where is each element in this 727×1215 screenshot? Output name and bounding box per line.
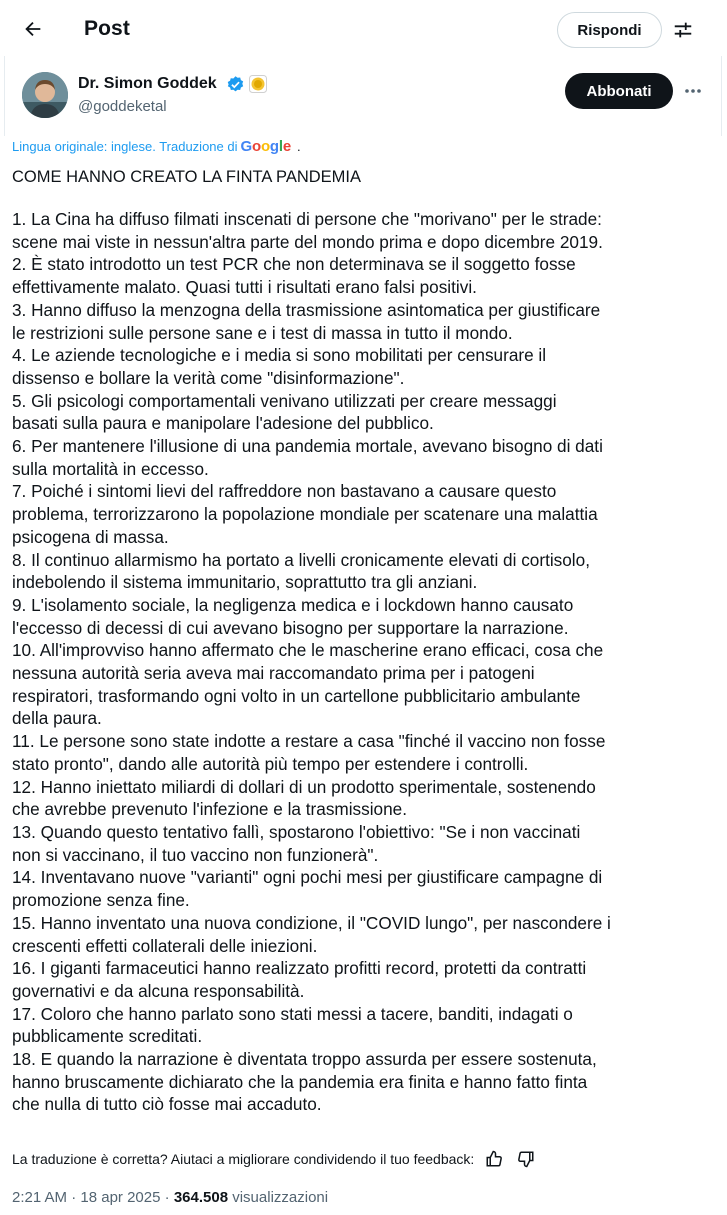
post-line: indebolendo il sistema immunitario, soprattutto tra gli anziani.	[12, 572, 478, 593]
post-line: 12. Hanno iniettato miliardi di dollari di un prodotto sperimentale, sostenendo	[12, 776, 596, 797]
post-line: 3. Hanno diffuso la menzogna della trasmissione asintomatica per giustificare	[12, 299, 601, 320]
post-line: 4. Le aziende tecnologiche e i media si sono mobilitati per censurare il	[12, 345, 547, 366]
translation-feedback	[12, 1149, 536, 1169]
post-line: 13. Quando questo tentativo fallì, spostarono l'obiettivo: "Se i non vaccinati	[12, 821, 581, 842]
settings-button[interactable]	[670, 17, 696, 43]
post-line: hanno bruscamente dichiarato che la pandemia era finita e hanno fatto finta	[12, 1071, 588, 1092]
post-line: stato pronto", dando alle autorità più tempo per estendere i controlli.	[12, 753, 529, 774]
post-line: della paura.	[12, 708, 102, 729]
post-line: che nulla di tutto ciò fosse mai accaduto.	[12, 1094, 322, 1115]
views-count: 364.508	[173, 1189, 229, 1206]
post-date[interactable]: 18 apr 2025	[80, 1189, 161, 1206]
thumbs-down-icon	[517, 1150, 535, 1168]
author-name[interactable]: Dr. Simon Goddek	[78, 75, 217, 92]
author-handle[interactable]: @goddeketal	[78, 98, 167, 115]
post-line: governativi e da alcuna responsabilità.	[12, 980, 305, 1001]
post-heading: COME HANNO CREATO LA FINTA PANDEMIA	[12, 168, 361, 186]
post-line: 1. La Cina ha diffuso filmati inscenati di persone che "morivano" per le strade:	[12, 209, 602, 229]
post-time[interactable]: 2:21 AM	[12, 1189, 68, 1206]
post-line: 5. Gli psicologi comportamentali venivano utilizzati per creare messaggi	[12, 390, 557, 411]
post-line: nessuna autorità seria aveva mai raccomandato prima per i patogeni	[12, 663, 535, 684]
thumbs-up-icon	[485, 1150, 503, 1168]
post-line: sulla mortalità in eccesso.	[12, 458, 209, 479]
more-options-button[interactable]	[682, 80, 704, 102]
thumbs-down-button[interactable]	[516, 1149, 536, 1169]
post-line: 11. Le persone sono state indotte a restare a casa "finché il vaccino non fosse	[12, 731, 606, 752]
post-line: non si vaccinano, il tuo vaccino non funzionerà".	[12, 844, 379, 865]
arrow-left-icon	[22, 18, 44, 40]
post-line: respiratori, trasformando ogni volto in un cartellone pubblicitario ambulante	[12, 685, 581, 706]
thumbs-up-button[interactable]	[484, 1149, 504, 1169]
card-right-edge	[721, 56, 722, 136]
sliders-icon	[672, 19, 694, 41]
translation-note-trailing: .	[297, 139, 301, 154]
post-line: psicogena di massa.	[12, 526, 169, 547]
post-line: effettivamente malato. Quasi tutti i risultati erano falsi positivi.	[12, 277, 477, 298]
post-line: le restrizioni sulle persone sane e i test di massa in tutto il mondo.	[12, 322, 513, 343]
post-line: 8. Il continuo allarmismo ha portato a livelli cronicamente elevati di cortisolo,	[12, 549, 590, 570]
post-line: dissenso e bollare la verità come "disinformazione".	[12, 367, 405, 388]
post-line: pubblicamente screditati.	[12, 1026, 203, 1047]
google-logo[interactable]: Google	[240, 138, 291, 155]
post-line: 7. Poiché i sintomi lievi del raffreddore non bastavano a causare questo	[12, 481, 557, 502]
post-line: 6. Per mantenere l'illusione di una pandemia mortale, avevano bisogno di dati	[12, 436, 603, 457]
post-meta	[12, 1189, 328, 1206]
feedback-prompt: La traduzione è corretta? Aiutaci a migliorare condividendo il tuo feedback:	[12, 1151, 475, 1167]
post-line: che avrebbe prevenuto l'infezione e la trasmissione.	[12, 799, 408, 820]
post-line: problema, terrorizzarono la popolazione mondiale per scatenare una malattia	[12, 504, 598, 525]
translation-note-text: Lingua originale: inglese. Traduzione di	[12, 139, 238, 154]
page-title: Post	[84, 17, 130, 40]
post-body	[12, 208, 712, 1116]
post-line: basati sulla paura e manipolare l'adesione del pubblico.	[12, 413, 434, 434]
translation-note	[12, 138, 301, 155]
post-line: l'eccesso di decessi di cui avevano bisogno per supportare la narrazione.	[12, 617, 569, 638]
profile-photo-icon	[22, 72, 68, 118]
post-line: promozione senza fine.	[12, 890, 190, 911]
post-line: 14. Inventavano nuove "varianti" ogni pochi mesi per giustificare campagne di	[12, 867, 603, 888]
post-line: 18. E quando la narrazione è diventata troppo assurda per essere sostenuta,	[12, 1049, 597, 1070]
views-label: visualizzazioni	[232, 1189, 329, 1206]
reply-button[interactable]: Rispondi	[557, 12, 662, 48]
post-line: scene mai viste in nessun'altra parte del mondo prima e dopo dicembre 2019.	[12, 231, 603, 252]
back-button[interactable]	[18, 14, 48, 44]
avatar[interactable]	[22, 72, 68, 118]
meta-separator: ·	[71, 1189, 77, 1206]
more-horizontal-icon	[683, 81, 703, 101]
post-line: crescenti effetti collaterali delle iniezioni.	[12, 935, 318, 956]
card-left-edge	[4, 56, 5, 136]
post-line: 15. Hanno inventato una nuova condizione, il "COVID lungo", per nascondere i	[12, 912, 611, 933]
top-bar	[0, 0, 727, 60]
verified-badge-icon	[226, 75, 245, 94]
post-line: 16. I giganti farmaceutici hanno realizzato profitti record, protetti da contratti	[12, 958, 587, 979]
meta-separator-2: ·	[164, 1189, 170, 1206]
subscribe-button[interactable]: Abbonati	[565, 73, 673, 109]
post-line: 2. È stato introdotto un test PCR che non determinava se il soggetto fosse	[12, 254, 576, 275]
post-line: 10. All'improvviso hanno affermato che le mascherine erano efficaci, cosa che	[12, 640, 604, 661]
post-line: 9. L'isolamento sociale, la negligenza medica e i lockdown hanno causato	[12, 594, 574, 615]
affiliate-badge-icon	[249, 75, 267, 93]
post-line: 17. Coloro che hanno parlato sono stati messi a tacere, banditi, indagati o	[12, 1003, 573, 1024]
